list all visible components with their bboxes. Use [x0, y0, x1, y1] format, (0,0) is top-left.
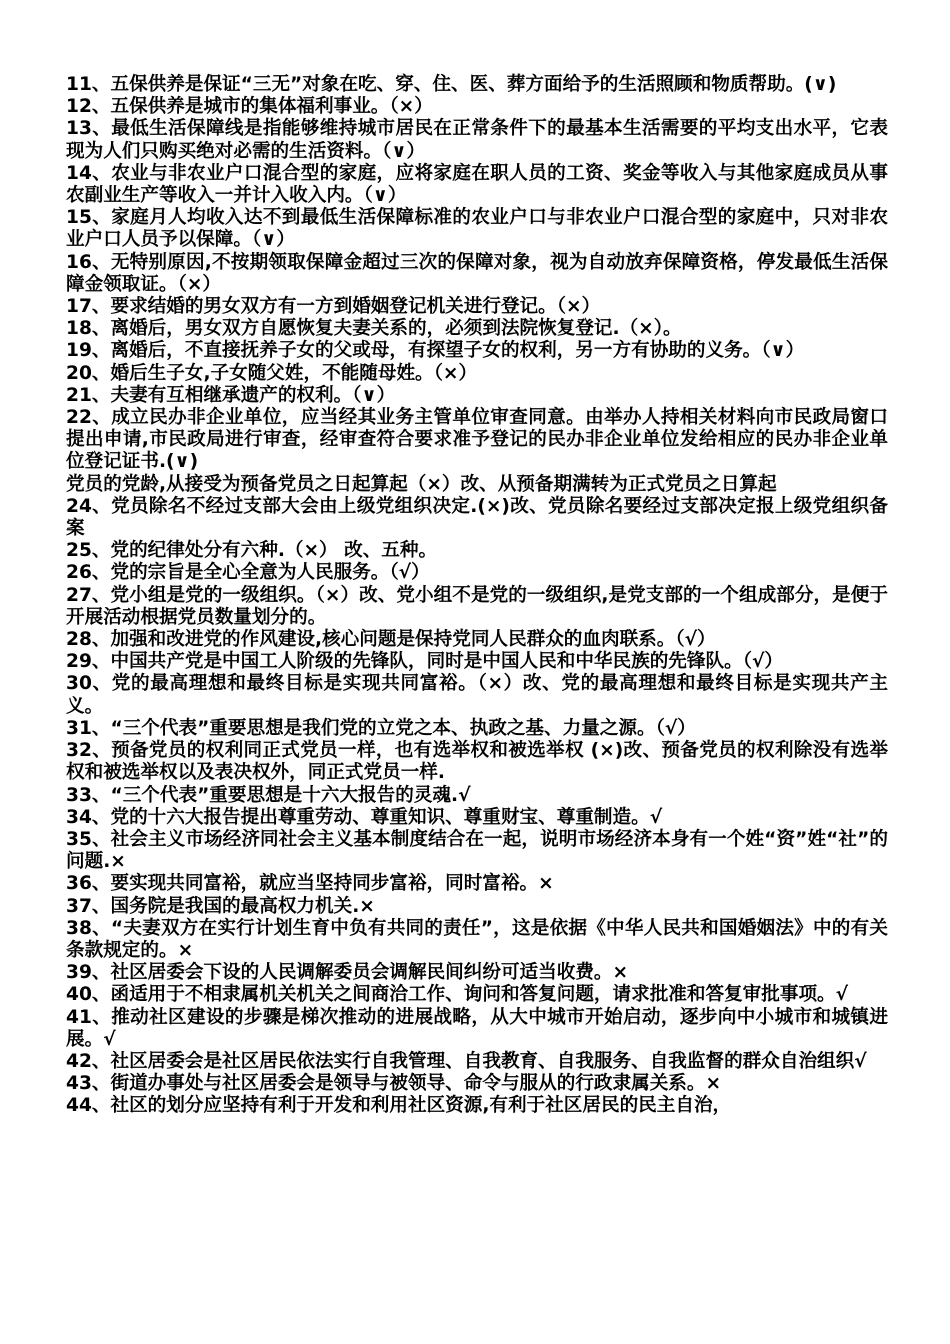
question-item-29: 29、中国共产党是中国工人阶级的先锋队，同时是中国人民和中华民族的先锋队。（√）: [66, 651, 783, 673]
question-item-43: 43、街道办事处与社区居委会是领导与被领导、命令与服从的行政隶属关系。×: [66, 1073, 722, 1095]
question-item-18: 18、离婚后，男女双方自愿恢复夫妻关系的，必须到法院恢复登记.（×）。: [66, 318, 682, 340]
question-item-32: 32、预备党员的权利同正式党员一样，也有选举权和被选举权 (×)改、预备党员的权利除没有选举权和被选举权以及表决权外，同正式党员一样.: [66, 740, 888, 784]
question-item-42: 42、社区居委会是社区居民依法实行自我管理、自我教育、自我服务、自我监督的群众自治组织√: [66, 1050, 867, 1072]
question-item-39: 39、社区居委会下设的人民调解委员会调解民间纠纷可适当收费。×: [66, 962, 629, 984]
question-item-16: 16、无特别原因,不按期领取保障金超过三次的保障对象，视为自动放弃保障资格，停发最低生活保障金领取证。（×）: [66, 251, 888, 295]
question-item-36: 36、要实现共同富裕，就应当坚持同步富裕，同时富裕。×: [66, 873, 554, 895]
question-item-19: 19、离婚后，不直接抚养子女的父或母，有探望子女的权利，另一方有协助的义务。（∨）: [66, 340, 805, 362]
question-item-11: 11、五保供养是保证“三无”对象在吃、穿、住、医、葬方面给予的生活照顾和物质帮助。(∨): [66, 74, 837, 95]
question-item-13: 13、最低生活保障线是指能够维持城市居民在正常条件下的最基本生活需要的平均支出水平，它表现为人们只购买绝对必需的生活资料。（∨）: [66, 118, 888, 162]
question-item-27: 27、党小组是党的一级组织。（×）改、党小组不是党的一级组织,是党支部的一个组成部分，是便于开展活动根据党员数量划分的。: [66, 584, 888, 628]
question-item-41: 41、推动社区建设的步骤是梯次推动的进展战略，从大中城市开始启动，逐步向中小城市和城镇进展。√: [66, 1006, 888, 1050]
question-item-22: 22、成立民办非企业单位，应当经其业务主管单位审查同意。由举办人持相关材料向市民政局窗口提出申请,市民政局进行审查，经审查符合要求准予登记的民办非企业单位发给相应的民办非企业单位登记证书.(∨): [66, 407, 888, 473]
question-item-38: 38、“夫妻双方在实行计划生育中负有共同的责任”，这是依据《中华人民共和国婚姻法》中的有关条款规定的。×: [66, 917, 888, 961]
question-item-44: 44、社区的划分应坚持有利于开发和利用社区资源,有利于社区居民的民主自治，: [66, 1095, 732, 1117]
question-item-25: 25、党的纪律处分有六种.（×） 改、五种。: [66, 540, 438, 562]
question-item-17: 17、要求结婚的男女双方有一方到婚姻登记机关进行登记。（×）: [66, 296, 601, 318]
question-item-15: 15、家庭月人均收入达不到最低生活保障标准的农业户口与非农业户口混合型的家庭中，只对非农业户口人员予以保障。（∨）: [66, 207, 888, 251]
question-item-35: 35、社会主义市场经济同社会主义基本制度结合在一起，说明市场经济本身有一个姓“资”姓“社”的问题.×: [66, 828, 888, 873]
question-item-40: 40、函适用于不相隶属机关机关之间商洽工作、询问和答复问题，请求批准和答复审批事项。√: [66, 984, 849, 1006]
question-item-20: 20、婚后生子女,子女随父姓，不能随母姓。（×）: [66, 362, 478, 384]
question-item-30: 30、党的最高理想和最终目标是实现共同富裕。（×）改、党的最高理想和最终目标是实现共产主义。: [66, 673, 888, 717]
question-item-31: 31、“三个代表”重要思想是我们党的立党之本、执政之基、力量之源。（√）: [66, 717, 696, 739]
question-item-37: 37、国务院是我国的最高权力机关.×: [66, 895, 375, 917]
question-item-12: 12、五保供养是城市的集体福利事业。（×）: [66, 96, 433, 118]
question-item-26: 26、党的宗旨是全心全意为人民服务。（√）: [66, 562, 430, 584]
question-item-14: 14、农业与非农业户口混合型的家庭，应将家庭在职人员的工资、奖金等收入与其他家庭成员从事农副业生产等收入一并计入收入内。（∨）: [66, 162, 888, 207]
document-body: [66, 74, 888, 1118]
question-item-28: 28、加强和改进党的作风建设,核心问题是保持党同人民群众的血肉联系。（√）: [66, 629, 716, 651]
question-item-24: 24、党员除名不经过支部大会由上级党组织决定.(×)改、党员除名要经过支部决定报上级党组织备案: [66, 495, 888, 540]
question-item-21: 21、夫妻有互相继承遗产的权利。（∨）: [66, 384, 396, 406]
question-item-34: 34、党的十六大报告提出尊重劳动、尊重知识、尊重财宝、尊重制造。√: [66, 806, 663, 828]
question-item-23: 党员的党龄,从接受为预备党员之日起算起（×）改、从预备期满转为正式党员之日算起: [66, 473, 777, 495]
question-item-33: 33、“三个代表”重要思想是十六大报告的灵魂.√: [66, 784, 471, 806]
